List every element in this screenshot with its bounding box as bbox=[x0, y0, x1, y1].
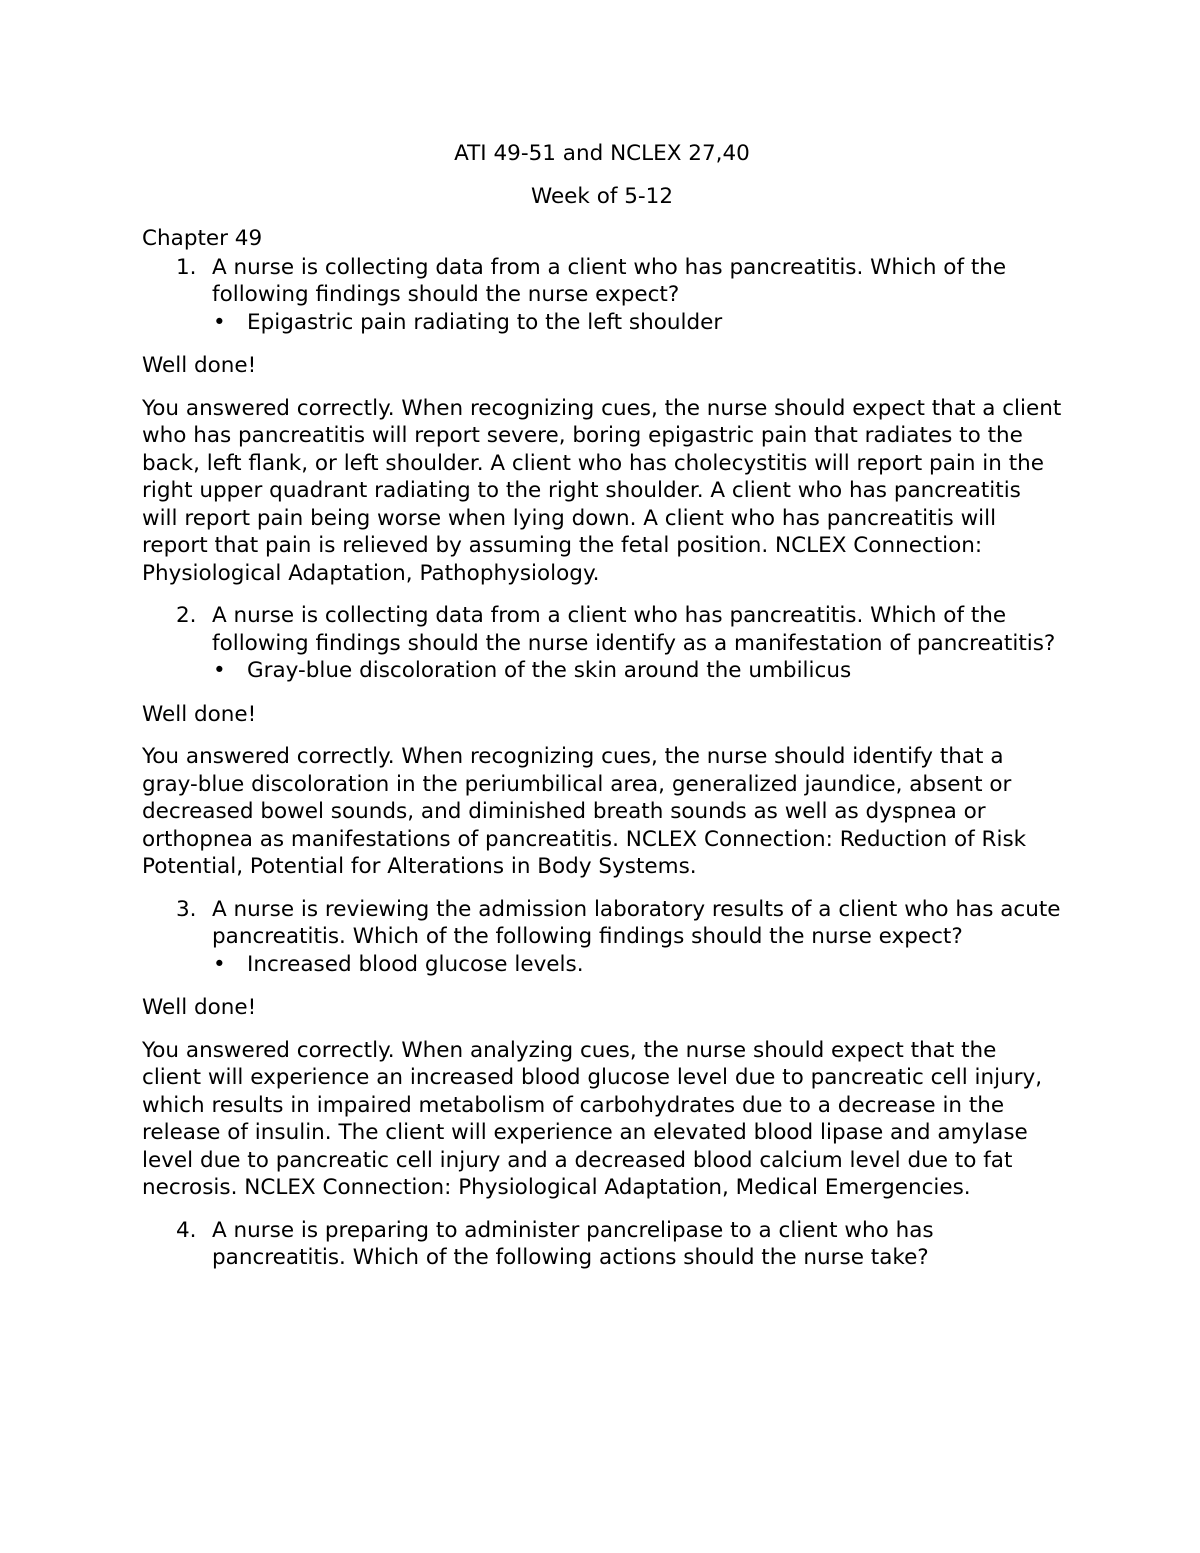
question-text: A nurse is collecting data from a client who has pancreatitis. Which of the following findings should the nurse identify as a manifestation of pancreatitis? bbox=[212, 603, 1056, 656]
feedback-heading-3: Well done! bbox=[142, 995, 257, 1020]
feedback-heading-1: Well done! bbox=[142, 353, 257, 378]
answer-2 bbox=[142, 657, 1062, 685]
chapter-heading: Chapter 49 bbox=[142, 226, 263, 251]
feedback-body-1: You answered correctly. When recognizing cues, the nurse should expect that a client who has pancreatitis will report severe, boring epigastric pain that radiates to the back, left flank, or left shoulder. A client who has cholecystitis will report pain in the right upper quadrant radiating to the right shoulder. A client who has pancreatitis will report pain being worse when lying down. A client who has pancreatitis will report that pain is relieved by assuming the fetal position. NCLEX Connection: Physiological Adaptation, Pathophysiology. bbox=[142, 395, 1062, 586]
answer-text: Epigastric pain radiating to the left shoulder bbox=[247, 309, 723, 335]
answer-text: Gray-blue discoloration of the skin around the umbilicus bbox=[247, 658, 852, 683]
question-number: 3. bbox=[176, 896, 197, 922]
question-number: 2. bbox=[176, 603, 197, 628]
question-text: A nurse is preparing to administer pancrelipase to a client who has pancreatitis. Which of the following actions should the nurse take? bbox=[212, 1217, 934, 1270]
question-1 bbox=[142, 254, 1062, 309]
document-content bbox=[142, 140, 1062, 1272]
answer-text: Increased blood glucose levels. bbox=[247, 951, 584, 977]
question-4 bbox=[142, 1217, 1062, 1272]
document-title: ATI 49-51 and NCLEX 27,40 bbox=[454, 141, 750, 166]
bullet-icon: • bbox=[213, 309, 226, 335]
question-text: A nurse is collecting data from a client who has pancreatitis. Which of the following findings should the nurse expect? bbox=[212, 254, 1007, 307]
question-number: 1. bbox=[176, 254, 197, 280]
question-text: A nurse is reviewing the admission laboratory results of a client who has acute pancreatitis. Which of the following findings should the nurse expect? bbox=[212, 896, 1061, 949]
feedback-body-2: You answered correctly. When recognizing cues, the nurse should identify that a gray-blue discoloration in the periumbilical area, generalized jaundice, absent or decreased bowel sounds, and diminished breath sounds as well as dyspnea or orthopnea as manifestations of pancreatitis. NCLEX Connection: Reduction of Risk Potential, Potential for Alterations in Body Systems. bbox=[142, 744, 1027, 879]
question-2 bbox=[142, 602, 1062, 657]
feedback-body-3: You answered correctly. When analyzing cues, the nurse should expect that the client will experience an increased blood glucose level due to pancreatic cell injury, which results in impaired metabolism of carbohydrates due to a decrease in the release of insulin. The client will experience an elevated blood lipase and amylase level due to pancreatic cell injury and a decreased blood calcium level due to fat necrosis. NCLEX Connection: Physiological Adaptation, Medical Emergencies. bbox=[142, 1037, 1043, 1200]
document-subtitle: Week of 5-12 bbox=[530, 183, 674, 209]
bullet-icon: • bbox=[213, 951, 226, 977]
feedback-heading-2: Well done! bbox=[142, 701, 257, 727]
answer-3 bbox=[142, 951, 1062, 979]
question-number: 4. bbox=[176, 1217, 197, 1243]
question-3 bbox=[142, 896, 1062, 951]
answer-1 bbox=[142, 309, 1062, 337]
bullet-icon: • bbox=[213, 658, 226, 683]
